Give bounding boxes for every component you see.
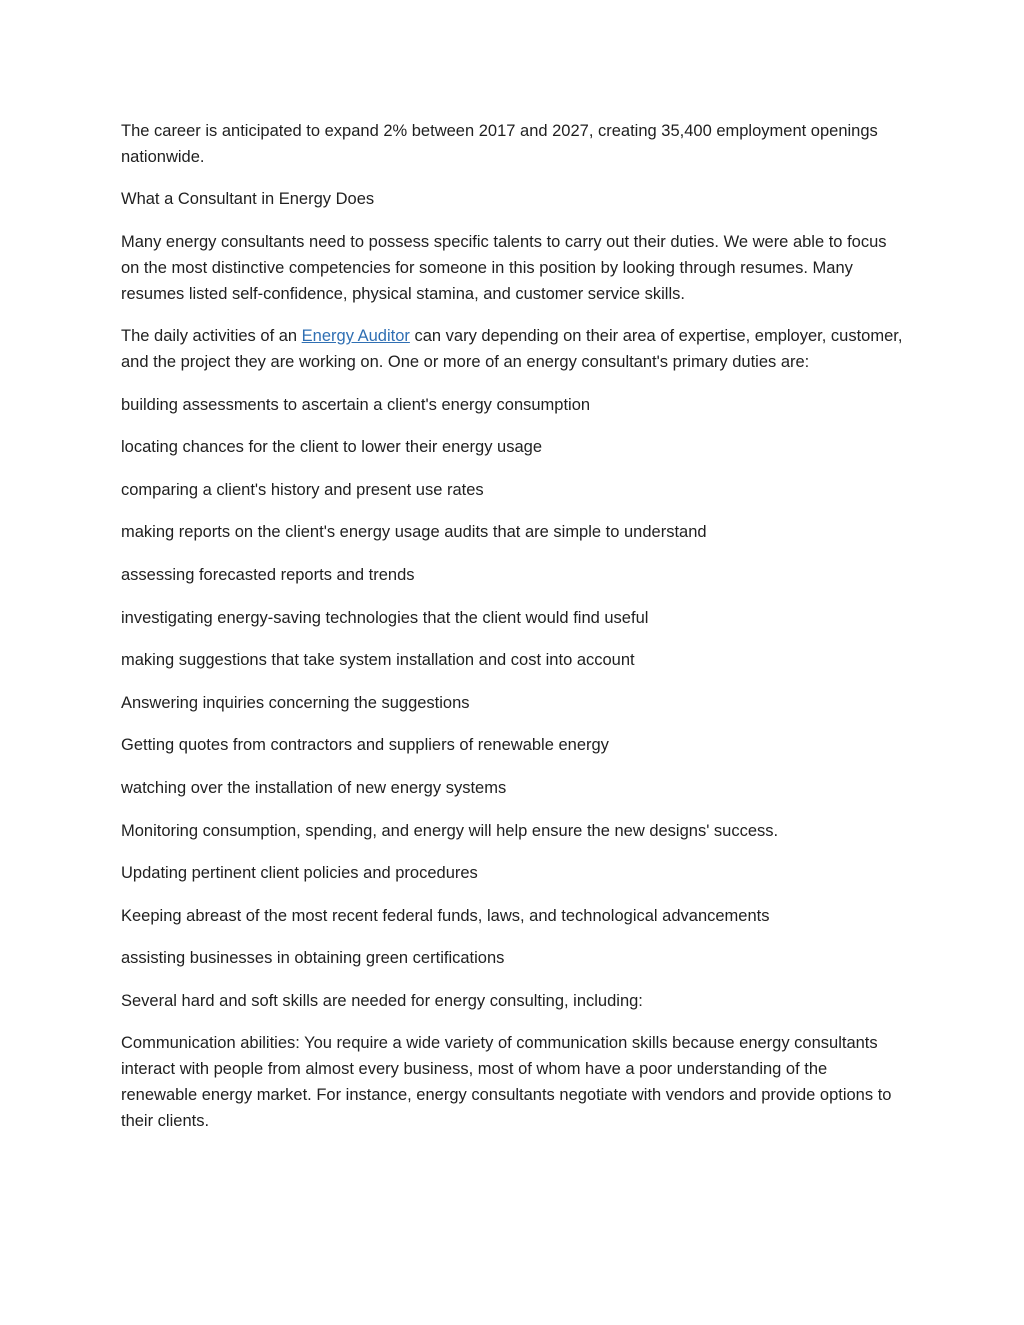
duty-item: Answering inquiries concerning the suggestions [121, 693, 470, 712]
duty-item: comparing a client's history and present use rates [121, 480, 484, 499]
duty-item: locating chances for the client to lower their energy usage [121, 438, 542, 457]
duty-item: building assessments to ascertain a client's energy consumption [121, 395, 591, 414]
duty-item: assisting businesses in obtaining green certifications [121, 949, 505, 968]
duty-item: Monitoring consumption, spending, and energy will help ensure the new designs' success. [121, 821, 779, 840]
duty-item: making suggestions that take system installation and cost into account [121, 651, 635, 670]
duty-item: investigating energy-saving technologies that the client would find useful [121, 608, 649, 627]
paragraph-skills: Many energy consultants need to possess specific talents to carry out their duties. We were able to focus on the most distinctive competencies for someone in this position by looking through resumes. Many resumes listed self-confidence, physical stamina, and customer service skills. [121, 232, 887, 303]
section-heading: What a Consultant in Energy Does [121, 190, 375, 209]
duty-item: assessing forecasted reports and trends [121, 565, 415, 584]
duty-item: making reports on the client's energy usage audits that are simple to understand [121, 523, 707, 542]
duty-item: watching over the installation of new energy systems [121, 778, 507, 797]
paragraph-text-after-link: can vary depending on their area of expertise, employer, customer, and the project they are working on. One or more of an energy consultant's primary duties are: [121, 327, 903, 371]
duty-item: Updating pertinent client policies and procedures [121, 864, 478, 883]
paragraph-text-before-link: The daily activities of an [121, 327, 302, 346]
paragraph-communication: Communication abilities: You require a wide variety of communication skills because energy consultants interact with people from almost every business, most of whom have a poor understanding of the renewable energy market. For instance, energy consultants negotiate with vendors and provide options to their clients. [121, 1034, 892, 1130]
document-body [121, 119, 906, 1151]
energy-auditor-link[interactable]: Energy Auditor [301, 327, 410, 346]
paragraph-daily-activities [121, 324, 906, 376]
duty-item: Getting quotes from contractors and suppliers of renewable energy [121, 736, 609, 755]
paragraph-growth: The career is anticipated to expand 2% between 2017 and 2027, creating 35,400 employment openings nationwide. [121, 122, 878, 166]
paragraph-skills-intro: Several hard and soft skills are needed for energy consulting, including: [121, 991, 643, 1010]
duty-item: Keeping abreast of the most recent federal funds, laws, and technological advancements [121, 906, 770, 925]
